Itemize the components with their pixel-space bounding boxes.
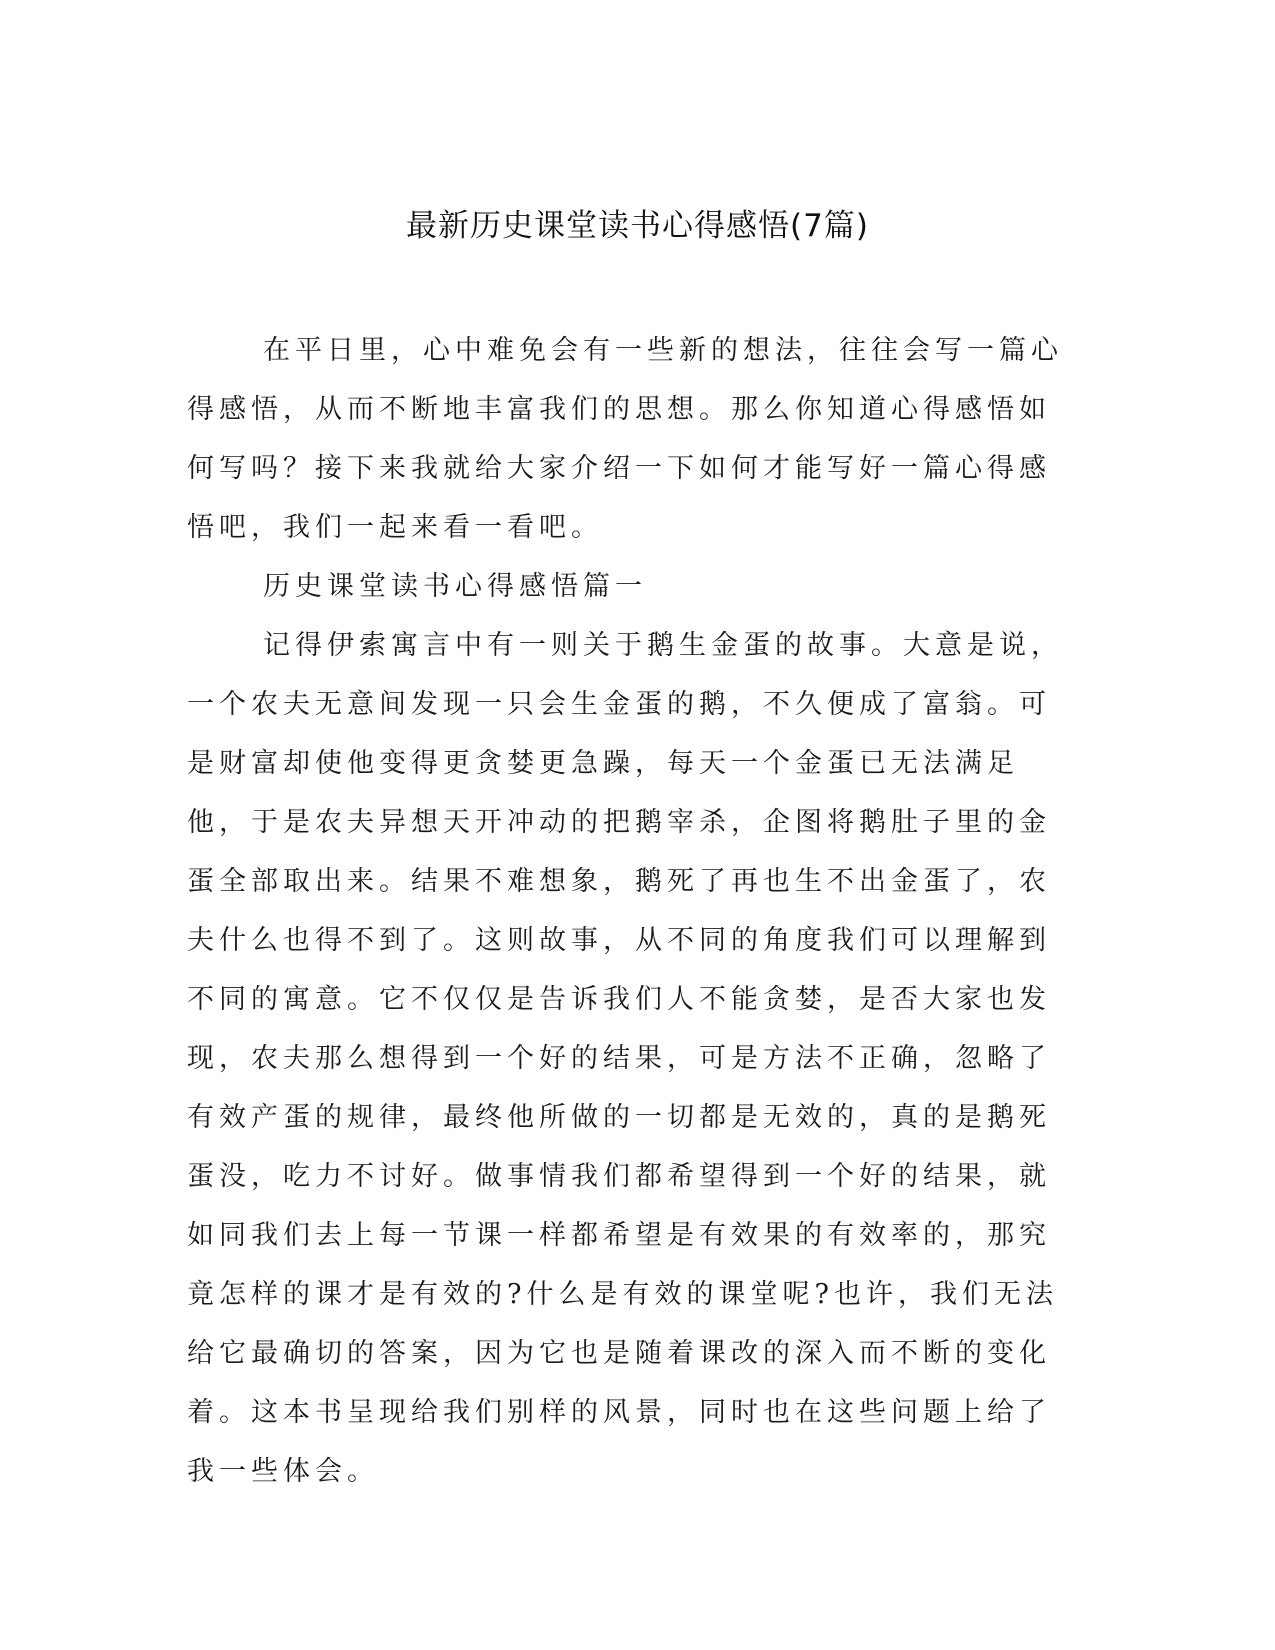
document-title: 最新历史课堂读书心得感悟(7篇) (406, 208, 869, 244)
document-body (187, 321, 1067, 1501)
section-heading: 历史课堂读书心得感悟篇一 (263, 571, 647, 602)
body-paragraph: 记得伊索寓言中有一则关于鹅生金蛋的故事。大意是说，一个农夫无意间发现一只会生金蛋的鹅，不久便成了富翁。可是财富却使他变得更贪婪更急躁，每天一个金蛋已无法满足他，于是农夫异想天开冲动的把鹅宰杀，企图将鹅肚子里的金蛋全部取出来。结果不难想象，鹅死了再也生不出金蛋了，农夫什么也得不到了。这则故事，从不同的角度我们可以理解到不同的寓意。它不仅仅是告诉我们人不能贪婪，是否大家也发现，农夫那么想得到一个好的结果，可是方法不正确，忽略了有效产蛋的规律，最终他所做的一切都是无效的，真的是鹅死蛋没，吃力不讨好。做事情我们都希望得到一个好的结果，就如同我们去上每一节课一样都希望是有效果的有效率的，那究竟怎样的课才是有效的?什么是有效的课堂呢?也许，我们无法给它最确切的答案，因为它也是随着课改的深入而不断的变化着。这本书呈现给我们别样的风景，同时也在这些问题上给了我一些体会。 (187, 630, 1063, 1487)
intro-paragraph: 在平日里，心中难免会有一些新的想法，往往会写一篇心得感悟，从而不断地丰富我们的思想。那么你知道心得感悟如何写吗？接下来我就给大家介绍一下如何才能写好一篇心得感悟吧，我们一起来看一看吧。 (187, 335, 1063, 543)
